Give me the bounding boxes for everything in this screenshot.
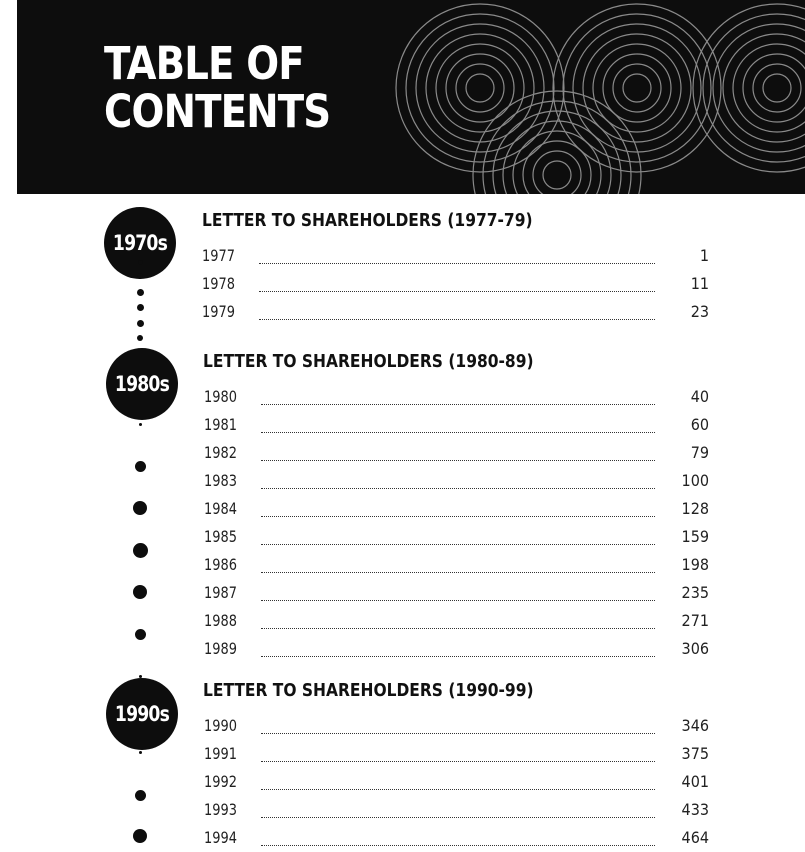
- dot-leader: [261, 789, 655, 790]
- dot-leader: [261, 544, 655, 545]
- entry-year: 1981: [204, 415, 237, 434]
- entry-year: 1992: [204, 772, 237, 791]
- entry-page-number: 1: [699, 246, 709, 265]
- dot-leader: [261, 600, 655, 601]
- toc-entry[interactable]: [0, 499, 805, 523]
- toc-entry[interactable]: [0, 800, 805, 824]
- entry-year: 1994: [204, 828, 237, 847]
- entry-year: 1989: [204, 639, 237, 658]
- toc-entry[interactable]: [0, 611, 805, 635]
- entry-year: 1987: [204, 583, 237, 602]
- entry-year: 1978: [202, 274, 235, 293]
- entry-page-number: 464: [681, 828, 709, 847]
- dot-leader: [259, 291, 655, 292]
- entry-year: 1986: [204, 555, 237, 574]
- section-title-1990s: LETTER TO SHAREHOLDERS (1990-99): [203, 680, 534, 701]
- entry-year: 1993: [204, 800, 237, 819]
- decade-badge-1990s: 1990s: [106, 678, 178, 750]
- entry-year: 1985: [204, 527, 237, 546]
- page-title: [104, 37, 331, 138]
- entry-year: 1982: [204, 443, 237, 462]
- entry-page-number: 128: [681, 499, 709, 518]
- entry-page-number: 23: [690, 302, 709, 321]
- dot-leader: [261, 488, 655, 489]
- toc-entry[interactable]: [0, 443, 805, 467]
- entry-year: 1979: [202, 302, 235, 321]
- dot-leader: [261, 817, 655, 818]
- header-banner: [17, 0, 805, 194]
- entry-page-number: 433: [681, 800, 709, 819]
- timeline-dot: [137, 335, 143, 341]
- toc-entry[interactable]: [0, 387, 805, 411]
- entry-year: 1988: [204, 611, 237, 630]
- toc-entry[interactable]: [0, 246, 805, 270]
- toc-entry[interactable]: [0, 555, 805, 579]
- dot-leader: [261, 516, 655, 517]
- toc-entry[interactable]: [0, 527, 805, 551]
- entry-page-number: 271: [681, 611, 709, 630]
- toc-entry[interactable]: [0, 772, 805, 796]
- toc-entry[interactable]: [0, 583, 805, 607]
- dot-leader: [261, 572, 655, 573]
- toc-entry[interactable]: [0, 302, 805, 326]
- dot-leader: [261, 733, 655, 734]
- toc-entry[interactable]: [0, 716, 805, 740]
- dot-leader: [261, 761, 655, 762]
- timeline-dot: [139, 675, 142, 678]
- section-title-1980s: LETTER TO SHAREHOLDERS (1980-89): [203, 351, 534, 372]
- decade-badge-1970s: 1970s: [104, 207, 176, 279]
- entry-year: 1983: [204, 471, 237, 490]
- dot-leader: [259, 263, 655, 264]
- entry-page-number: 401: [681, 772, 709, 791]
- entry-year: 1984: [204, 499, 237, 518]
- toc-entry[interactable]: [0, 274, 805, 298]
- title-line-2: CONTENTS: [104, 85, 331, 138]
- entry-page-number: 159: [681, 527, 709, 546]
- entry-page-number: 235: [681, 583, 709, 602]
- entry-page-number: 79: [690, 443, 709, 462]
- dot-leader: [261, 628, 655, 629]
- toc-entry[interactable]: [0, 744, 805, 768]
- dot-leader: [259, 319, 655, 320]
- entry-year: 1980: [204, 387, 237, 406]
- entry-page-number: 60: [690, 415, 709, 434]
- dot-leader: [261, 845, 655, 846]
- entry-year: 1990: [204, 716, 237, 735]
- dot-leader: [261, 656, 655, 657]
- dot-leader: [261, 404, 655, 405]
- section-title-1970s: LETTER TO SHAREHOLDERS (1977-79): [202, 210, 533, 231]
- entry-year: 1991: [204, 744, 237, 763]
- toc-entry[interactable]: [0, 639, 805, 663]
- entry-page-number: 306: [681, 639, 709, 658]
- dot-leader: [261, 460, 655, 461]
- entry-page-number: 11: [690, 274, 709, 293]
- entry-page-number: 100: [681, 471, 709, 490]
- title-line-1: TABLE OF: [104, 37, 304, 90]
- dot-leader: [261, 432, 655, 433]
- entry-page-number: 375: [681, 744, 709, 763]
- toc-entry[interactable]: [0, 828, 805, 852]
- entry-page-number: 40: [690, 387, 709, 406]
- toc-entry[interactable]: [0, 471, 805, 495]
- entry-year: 1977: [202, 246, 235, 265]
- toc-entry[interactable]: [0, 415, 805, 439]
- decade-badge-1980s: 1980s: [106, 348, 178, 420]
- entry-page-number: 198: [681, 555, 709, 574]
- entry-page-number: 346: [681, 716, 709, 735]
